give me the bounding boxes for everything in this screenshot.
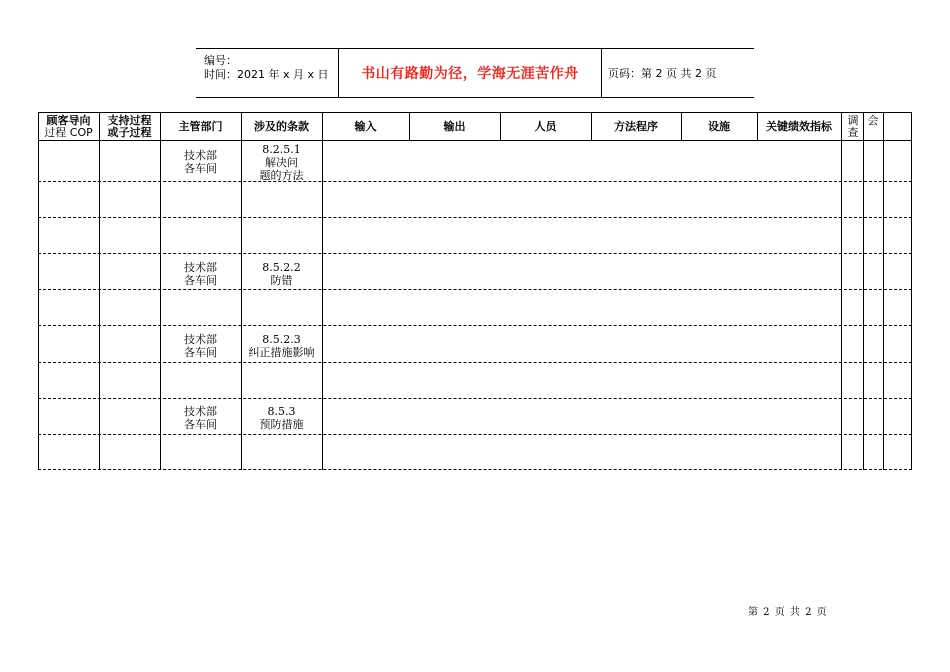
column-header-survey: 调查 [847,114,859,139]
column-header-meeting: 会 [867,114,879,127]
dept-line: 各车间 [184,418,217,431]
dept-line: 技术部 [184,149,217,162]
column-header-support-line2: 或子过程 [107,125,152,139]
dept-cell [160,405,241,431]
row-divider [38,398,912,399]
column-header-support-line1: 支持过程 [107,113,152,127]
dept-cell [160,333,241,359]
row-divider [38,253,912,254]
header-meta [196,49,339,97]
dept-line: 技术部 [184,261,217,274]
clause-title: 题的方法 [259,169,304,182]
column-header-cop [38,113,99,140]
column-header-input: 输入 [354,119,377,133]
row-divider [38,434,912,435]
clause-number: 8.2.5.1 [262,143,301,156]
row-divider [38,181,912,182]
clause-title: 解决问 [265,156,298,169]
dept-line: 各车间 [184,346,217,359]
table-border-right [911,113,912,470]
process-table [38,112,912,470]
column-header-dept: 主管部门 [178,119,223,133]
column-header-clause: 涉及的条款 [254,119,309,133]
motto-text: 书山有路勤为径，学海无涯苦作舟 [361,66,579,82]
dept-line: 各车间 [184,162,217,175]
time-label: 时间：2021 年 x 月 x 日 [204,68,329,81]
col-divider [841,113,842,470]
header-motto-cell [339,49,602,97]
clause-number: 8.5.2.3 [262,333,301,346]
row-divider [38,325,912,326]
column-header-method: 方法程序 [614,119,658,133]
column-header-kpi: 关键绩效指标 [766,119,832,133]
column-header-support [99,113,160,140]
dept-cell [160,149,241,175]
clause-cell [241,405,322,431]
row-divider [38,217,912,218]
row-divider [38,362,912,363]
clause-cell [241,143,322,182]
row-divider [38,469,912,470]
dept-line: 各车间 [184,274,217,287]
clause-number: 8.5.3 [267,405,296,418]
clause-number: 8.5.2.2 [262,261,301,274]
column-header-cop-line1: 顾客导向 [46,113,91,127]
clause-title: 防错 [270,274,293,287]
column-header-cop-line2: 过程 COP [44,125,93,139]
dept-cell [160,261,241,287]
row-divider [38,289,912,290]
header-page-cell [602,49,754,97]
col-divider [863,113,864,470]
column-header-people: 人员 [534,119,557,133]
clause-cell [241,333,322,359]
column-header-facility: 设施 [708,119,730,133]
dept-line: 技术部 [184,333,217,346]
number-label: 编号： [204,54,237,67]
col-divider [99,113,100,470]
page-info: 页码：第 2 页 共 2 页 [608,67,717,80]
page-footer: 第 2 页 共 2 页 [748,607,827,618]
document-header [196,48,754,98]
clause-title: 纠正措施影响 [248,346,315,359]
column-header-output: 输出 [443,119,466,133]
dept-line: 技术部 [184,405,217,418]
col-divider [883,113,884,470]
table-border-left [38,113,39,470]
col-divider [322,113,323,470]
clause-title: 预防措施 [259,418,304,431]
header-row-line [38,140,912,141]
clause-cell [241,261,322,287]
